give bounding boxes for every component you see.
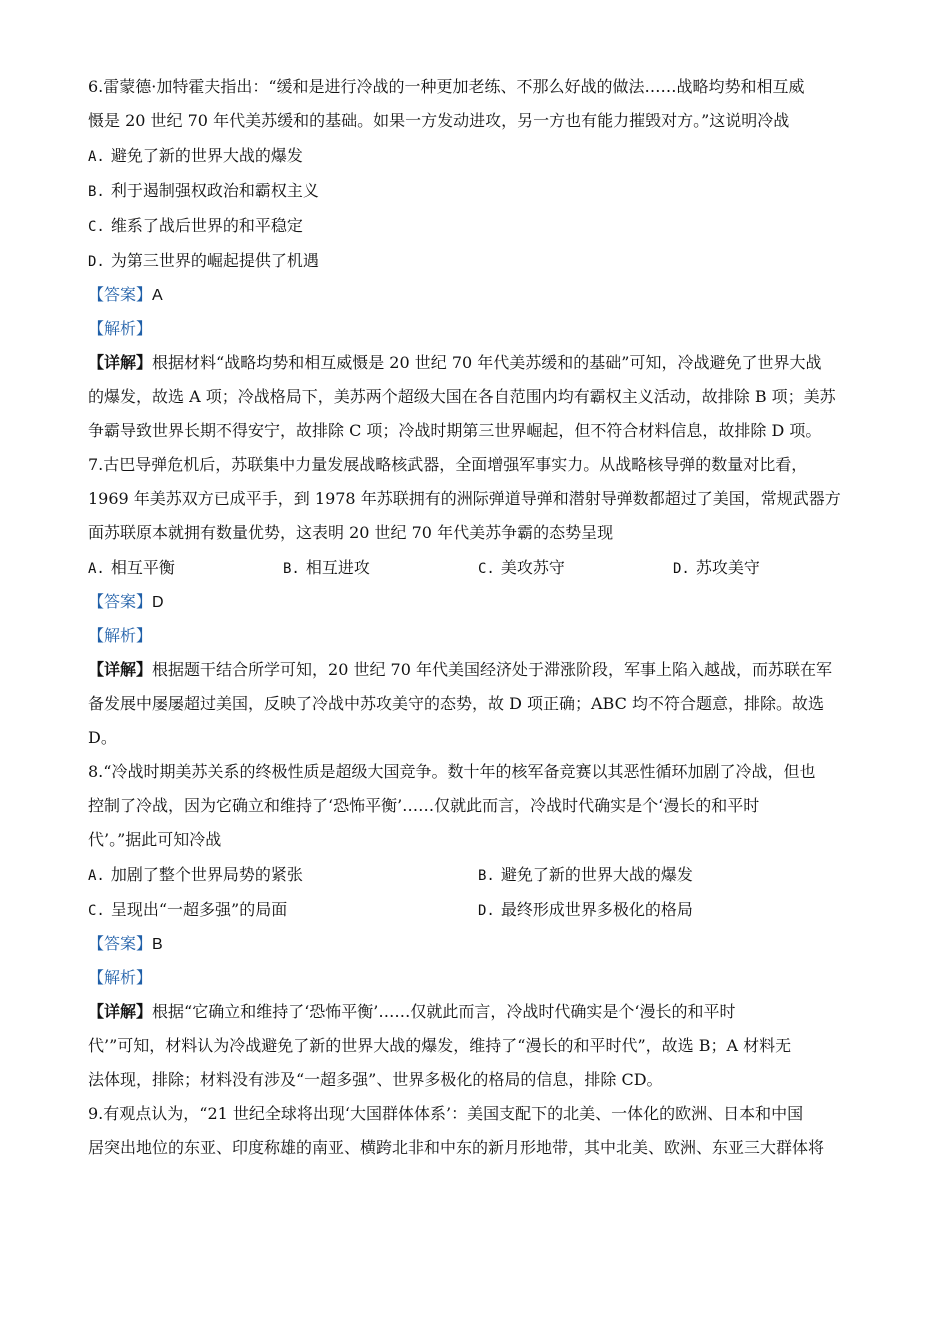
- analysis-tag: 【解析】: [88, 626, 153, 645]
- answer-line: [88, 585, 868, 619]
- answer-value: B: [152, 936, 163, 953]
- analysis-line: [88, 961, 868, 995]
- options-row: [88, 857, 868, 892]
- question-stem-line: 9.有观点认为，“21 世纪全球将出现‘大国群体体系’：美国支配下的北美、一体化的欧洲、日本和中国: [88, 1104, 804, 1123]
- question-6: [88, 70, 868, 448]
- option-b: B. 避免了新的世界大战的爆发: [478, 865, 693, 884]
- answer-line: [88, 927, 868, 961]
- detail-tag: 【详解】: [88, 1002, 153, 1021]
- question-stem-line: 面苏联原本就拥有数量优势，这表明 20 世纪 70 年代美苏争霸的态势呈现: [88, 523, 614, 542]
- analysis-line: [88, 312, 868, 346]
- options-row: [88, 550, 868, 585]
- analysis-line: [88, 619, 868, 653]
- option-d: D. 为第三世界的崛起提供了机遇: [88, 251, 319, 270]
- question-8: [88, 755, 868, 1097]
- detail-line: 法体现，排除；材料没有涉及“一超多强”、世界多极化的格局的信息，排除 CD。: [88, 1070, 663, 1089]
- answer-value: D: [152, 594, 164, 611]
- question-9: [88, 1097, 868, 1165]
- document-page: [88, 70, 868, 1165]
- detail-line: 【详解】根据“它确立和维持了‘恐怖平衡’……仅就此而言，冷战时代确实是个‘漫长的和平时: [88, 1002, 736, 1021]
- option-a: A. 加剧了整个世界局势的紧张: [88, 865, 303, 884]
- detail-line: 的爆发，故选 A 项；冷战格局下，美苏两个超级大国在各自范围内均有霸权主义活动，故排除 B 项；美苏: [88, 387, 836, 406]
- question-stem-line: 7.古巴导弹危机后，苏联集中力量发展战略核武器，全面增强军事实力。从战略核导弹的数量对比看，: [88, 455, 808, 474]
- answer-tag: 【答案】: [88, 592, 153, 611]
- question-stem-line: 居突出地位的东亚、印度称雄的南亚、横跨北非和中东的新月形地带，其中北美、欧洲、东亚三大群体将: [88, 1138, 825, 1157]
- option-d: D. 最终形成世界多极化的格局: [478, 900, 693, 919]
- answer-tag: 【答案】: [88, 934, 153, 953]
- question-stem-line: 6.雷蒙德·加特霍夫指出：“缓和是进行冷战的一种更加老练、不那么好战的做法……战略均势和相互威: [88, 77, 805, 96]
- option-a: A. 避免了新的世界大战的爆发: [88, 146, 303, 165]
- detail-line: 【详解】根据材料“战略均势和相互威慑是 20 世纪 70 年代美苏缓和的基础”可知，冷战避免了世界大战: [88, 353, 822, 372]
- detail-tag: 【详解】: [88, 353, 153, 372]
- analysis-tag: 【解析】: [88, 319, 153, 338]
- detail-line: 争霸导致世界长期不得安宁，故排除 C 项；冷战时期第三世界崛起，但不符合材料信息，故排除 D 项。: [88, 421, 822, 440]
- option-c: C. 维系了战后世界的和平稳定: [88, 216, 303, 235]
- option-c: C. 美攻苏守: [478, 558, 565, 577]
- question-stem-line: 1969 年美苏双方已成平手，到 1978 年苏联拥有的洲际弹道导弹和潜射导弹数都超过了美国，常规武器方: [88, 489, 841, 508]
- answer-tag: 【答案】: [88, 285, 153, 304]
- analysis-tag: 【解析】: [88, 968, 153, 987]
- option-a: A. 相互平衡: [88, 558, 175, 577]
- answer-line: [88, 278, 868, 312]
- question-stem-line: 8.“冷战时期美苏关系的终极性质是超级大国竞争。数十年的核军备竞赛以其恶性循环加剧了冷战，但也: [88, 762, 816, 781]
- answer-value: A: [152, 287, 163, 304]
- option-d: D. 苏攻美守: [673, 558, 760, 577]
- question-stem-line: 控制了冷战，因为它确立和维持了‘恐怖平衡’……仅就此而言，冷战时代确实是个‘漫长的和平时: [88, 796, 760, 815]
- detail-tag: 【详解】: [88, 660, 153, 679]
- option-c: C. 呈现出“一超多强”的局面: [88, 900, 288, 919]
- detail-line: 【详解】根据题干结合所学可知，20 世纪 70 年代美国经济处于滞涨阶段，军事上陷入越战，而苏联在军: [88, 660, 832, 679]
- question-7: [88, 448, 868, 755]
- options-row: [88, 892, 868, 927]
- detail-line: 备发展中屡屡超过美国，反映了冷战中苏攻美守的态势，故 D 项正确；ABC 均不符合题意，排除。故选: [88, 694, 824, 713]
- option-b: B. 利于遏制强权政治和霸权主义: [88, 181, 319, 200]
- option-b: B. 相互进攻: [283, 558, 370, 577]
- detail-line: D。: [88, 728, 117, 747]
- detail-line: 代’”可知，材料认为冷战避免了新的世界大战的爆发，维持了“漫长的和平时代”，故选 B；A 材料无: [88, 1036, 792, 1055]
- question-stem-line: 慑是 20 世纪 70 年代美苏缓和的基础。如果一方发动进攻，另一方也有能力摧毁对方。”这说明冷战: [88, 111, 790, 130]
- question-stem-line: 代’。”据此可知冷战: [88, 830, 222, 849]
